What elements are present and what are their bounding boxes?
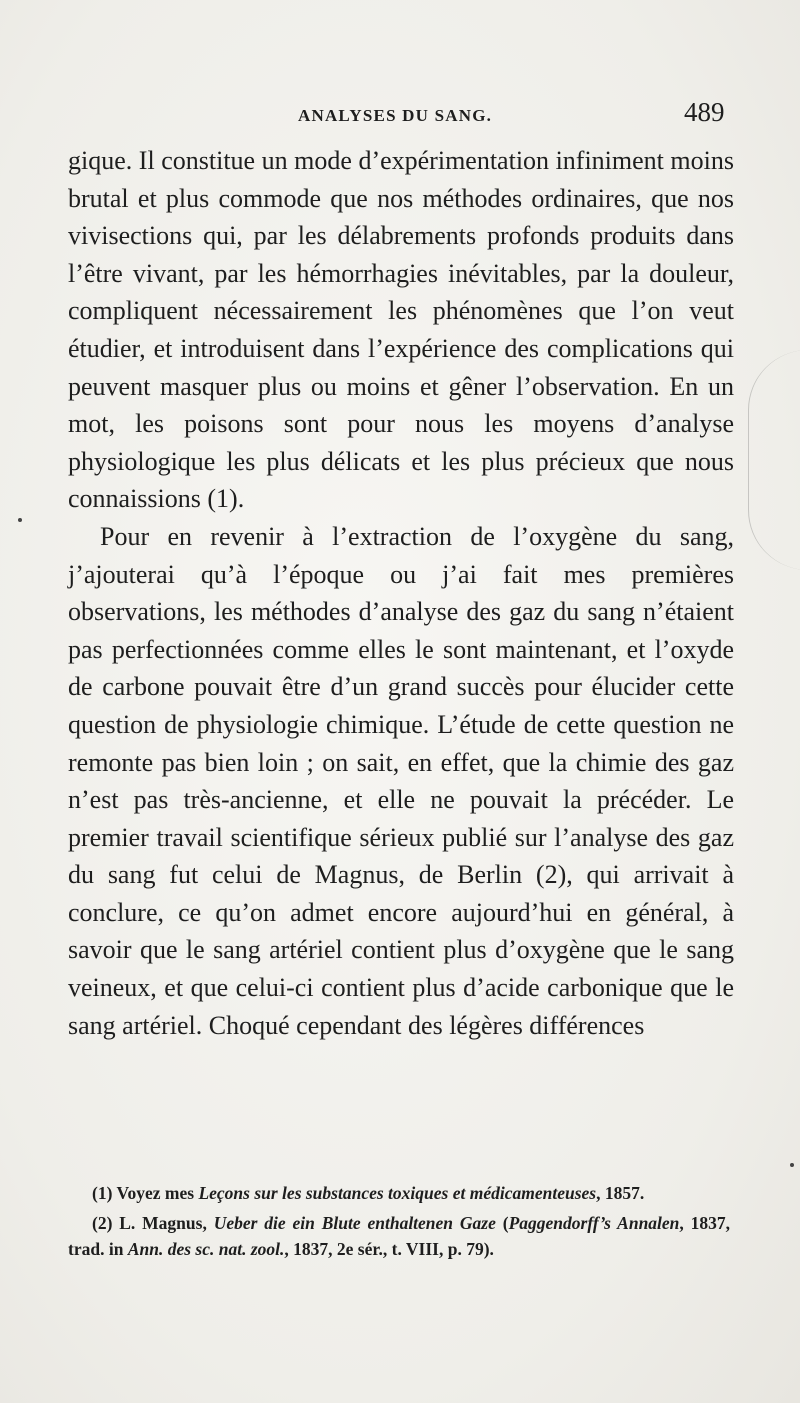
paragraph-1: gique. Il constitue un mode d’expérimentation infiniment moins brutal et plus commode que nos méthodes ordinaires, que nos vivisections qui, par les délabrements profonds produits dans l’être vivant, par les hémorrhagies inévitables, par la douleur, compliquent nécessairement les phénomènes que l’on veut étudier, et introduisent dans l’expérience des complications qui peuvent masquer plus ou moins et gêner l’observation. En un mot, les poisons sont pour nous les moyens d’analyse physiologique les plus délicats et les plus précieux que nous connaissions (1). (68, 146, 734, 514)
footnote-2-title: Ueber die ein Blute enthaltenen Gaze (213, 1213, 496, 1233)
page-number: 489 (684, 97, 725, 127)
footnote-1-suffix: , 1857. (596, 1183, 645, 1203)
main-text (68, 142, 734, 1044)
footnote-2-journal: Paggendorff’s Annalen (508, 1213, 680, 1233)
page-header (0, 97, 800, 133)
footnote-1-prefix: (1) Voyez mes (92, 1183, 199, 1203)
running-title: ANALYSES DU SANG. (298, 106, 493, 125)
footnote-2-suffix: , 1837, 2e sér., t. VIII, p. 79). (284, 1239, 494, 1259)
footnote-2 (68, 1210, 730, 1262)
margin-dot (790, 1163, 794, 1167)
footnote-2-mid-2: , 1837, trad. in (68, 1213, 731, 1259)
library-stamp-edge (748, 350, 800, 570)
footnote-2-mid-1: ( (495, 1213, 509, 1233)
margin-dot (18, 518, 22, 522)
footnote-2-translation-journal: Ann. des sc. nat. zool. (127, 1239, 285, 1259)
footnote-1 (68, 1180, 730, 1206)
footnotes (68, 1180, 730, 1266)
footnote-2-prefix: (2) L. Magnus, (92, 1213, 214, 1233)
footnote-1-title: Leçons sur les substances toxiques et médicamenteuses (198, 1183, 597, 1203)
paragraph-2: Pour en revenir à l’extraction de l’oxygène du sang, j’ajouterai qu’à l’époque ou j’ai fait mes premières observations, les méthodes d’analyse des gaz du sang n’étaient pas perfectionnées comme elles le sont maintenant, et l’oxyde de carbone pouvait être d’un grand succès pour élucider cette question de physiologie chimique. L’étude de cette question ne remonte pas bien loin ; on sait, en effet, que la chimie des gaz n’est pas très-ancienne, et elle ne pouvait la précéder. Le premier travail scientifique sérieux publié sur l’analyse des gaz du sang fut celui de Magnus, de Berlin (2), qui arrivait à conclure, ce qu’on admet encore aujourd’hui en général, à savoir que le sang artériel contient plus d’oxygène que le sang veineux, et que celui-ci contient plus d’acide carbonique que le sang artériel. Choqué cependant des légères différences (68, 521, 734, 1040)
